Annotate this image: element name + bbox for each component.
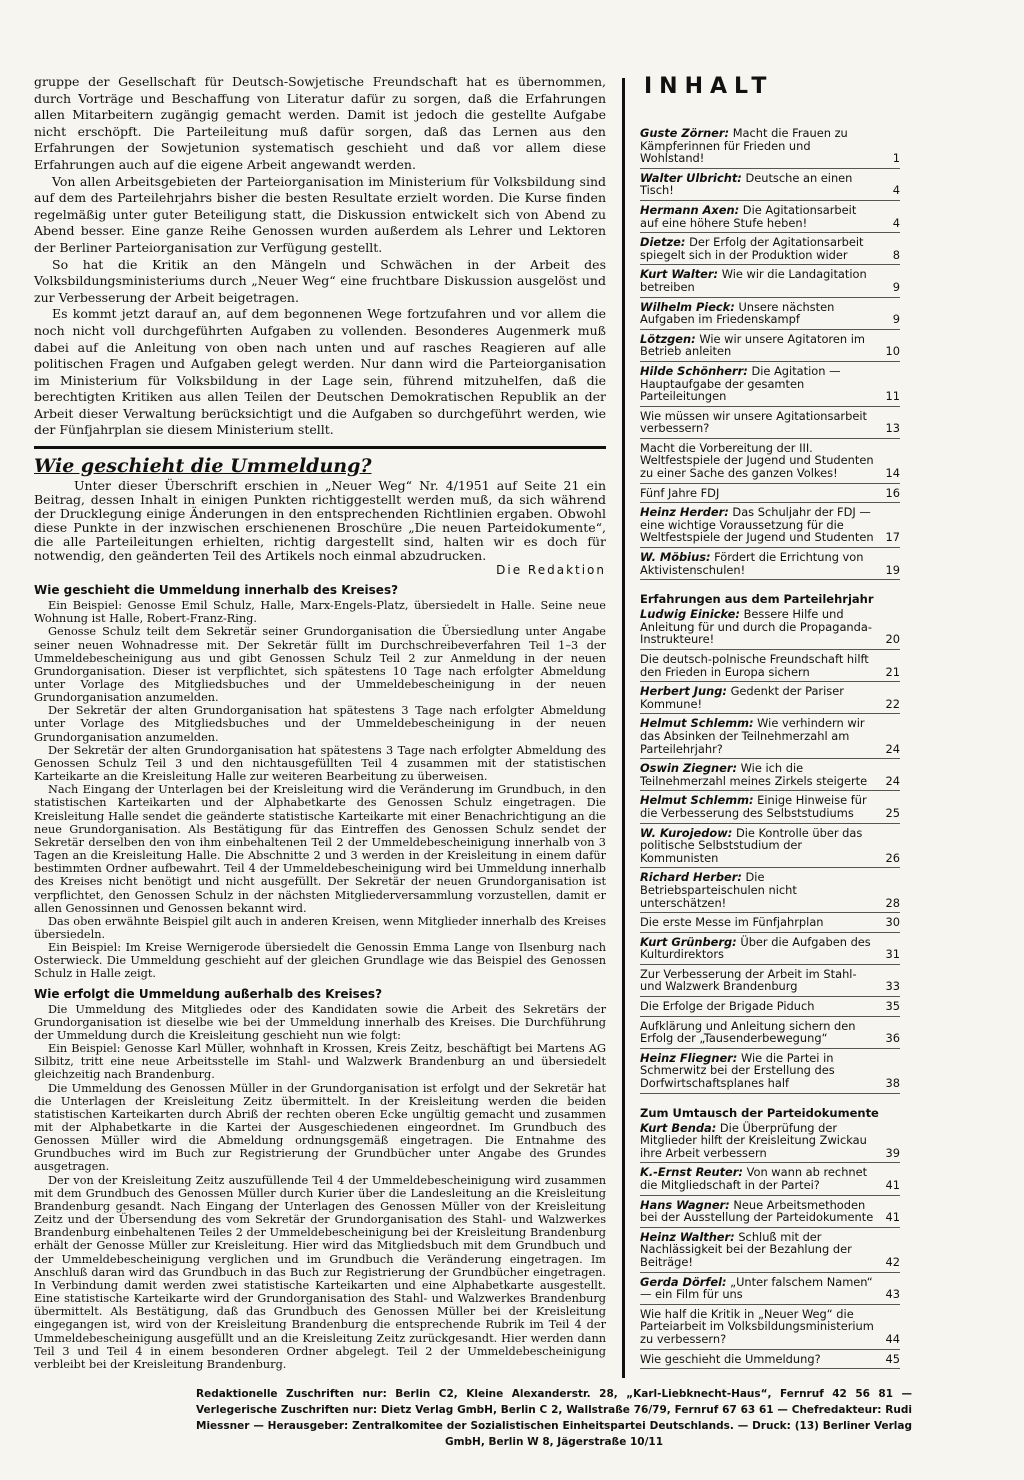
toc-author: Ludwig Einicke:	[640, 607, 740, 622]
toc-title: Aufklärung und Anleitung sichern den Erfolg der „Tausenderbewegung“	[640, 1018, 856, 1046]
toc-title: Wie verhindern wir das Absinken der Teilnehmerzahl am Parteilehrjahr?	[640, 716, 865, 756]
toc-title: Macht die Frauen zu Kämpferinnen für Frieden und Wohlstand!	[640, 126, 848, 166]
toc-title: Wie wir die Landagitation betreiben	[640, 267, 867, 294]
article-title: Wie geschieht die Ummeldung?	[34, 455, 372, 478]
toc-section-list	[640, 608, 900, 1093]
toc-page-number: 26	[885, 850, 900, 865]
paragraph: Ein Beispiel: Im Kreise Wernigerode übersiedelt die Genossin Emma Lange von Ilsenburg nach Osterwieck. Die Ummeldung geschieht auf der gleichen Grundlage wie das Beispiel des Genossen Schulz in Halle zeigt.	[34, 941, 606, 981]
toc-entry	[640, 968, 900, 997]
toc-title: Die Kontrolle über das politische Selbststudium der Kommunisten	[640, 825, 863, 865]
toc-entry	[640, 127, 900, 169]
toc-page-number: 41	[885, 1178, 900, 1192]
toc-author: Kurt Grünberg:	[640, 934, 737, 949]
toc-section-heading: Zum Umtausch der Parteidokumente	[640, 1105, 879, 1120]
toc-heading: INHALT	[644, 74, 774, 99]
toc-entry	[640, 1166, 900, 1195]
imprint-text: Redaktionelle Zuschriften nur: Berlin C2, Kleine Alexanderstr. 28, „Karl-Liebknecht-Haus“, Fernruf 42 56 81 — Verlegerische Zuschriften nur: Dietz Verlag GmbH, Berlin C 2, Wallstraße 76/79, Fernruf 67 63 61 — Chefredakteur: Rudi Miessner — Herausgeber: Zentralkomitee der Sozialistischen Einheitspartei Deutschlands. — Druck: (13) Berliner Verlag GmbH, Berlin W 8, Jägerstraße 10/11	[196, 1388, 912, 1448]
toc-author: Heinz Fliegner:	[640, 1050, 738, 1065]
toc-page-number: 13	[885, 421, 900, 436]
toc-entry	[640, 1308, 900, 1350]
toc-entry	[640, 1276, 900, 1305]
imprint-footer	[196, 1386, 912, 1450]
toc-title: Wie ich die Teilnehmerzahl meines Zirkels steigerte	[640, 761, 868, 788]
paragraph: Nach Eingang der Unterlagen bei der Kreisleitung wird die Veränderung im Grundbuch, in den statistischen Karteikarten und der Alphabetkarte des Genossen Schulz eingetragen. Die Kreisleitung Halle sendet die geänderte statistische Karteikarte mit einer Benachrichtigung an die neue Grundorganisation. Als Bestätigung für das Eintreffen des Genossen Schulz sendet der Sekretär derselben den von ihm einbehaltenen Teil 2 der Ummeldebescheinigung innerhalb von 3 Tagen an die Kreisleitung Halle. Die Abschnitte 2 und 3 werden in der Kreisleitung in einem dafür bestimmten Ordner aufbewahrt. Teil 4 der Ummeldebescheinigung wird bei Ummeldung innerhalb des Kreises nicht benötigt und nicht ausgefüllt. Der Sekretär der neuen Grundorganisation ist verpflichtet, den Genossen Schulz in der nächsten Mitgliederversammlung vorzustellen, damit er allen Genossinnen und Genossen bekannt wird.	[34, 783, 606, 915]
toc-title: Fünf Jahre FDJ	[640, 485, 720, 500]
toc-page-number: 44	[885, 1331, 900, 1346]
toc-entry	[640, 1000, 900, 1017]
toc-entry	[640, 794, 900, 823]
toc-author: Guste Zörner:	[640, 126, 730, 140]
toc-page-number: 36	[885, 1031, 900, 1046]
toc-page-number: 24	[885, 773, 900, 788]
toc-title: Bessere Hilfe und Anleitung für und durch die Propaganda-Instrukteure!	[640, 607, 872, 647]
toc-page-number: 17	[885, 530, 900, 545]
toc-title: Gedenkt der Pariser Kommune!	[640, 684, 844, 711]
toc-entry	[640, 685, 900, 714]
toc-entry	[640, 333, 900, 362]
toc-title: Neue Arbeitsmethoden bei der Ausstellung der Parteidokumente	[640, 1197, 874, 1225]
toc-entry	[640, 410, 900, 439]
toc-author: Hans Wagner:	[640, 1197, 730, 1212]
column-rule	[622, 78, 625, 1378]
toc-page-number: 35	[885, 999, 900, 1014]
paragraph: Die Ummeldung des Mitgliedes oder des Kandidaten sowie die Arbeit des Sekretärs der Grundorganisation ist dieselbe wie bei der Ummeldung innerhalb des Kreises. Die Durchführung der Ummeldung durch die Kreisleitung geschieht nun wie folgt:	[34, 1002, 606, 1042]
toc-entry	[640, 1052, 900, 1094]
toc-page-number: 1	[892, 151, 900, 166]
toc-page-number: 24	[885, 741, 900, 756]
toc-page-number: 8	[892, 247, 900, 262]
toc-author: Hermann Axen:	[640, 202, 740, 217]
toc-title: „Unter falschem Namen“ — ein Film für uns	[640, 1274, 873, 1302]
main-column	[34, 74, 606, 1371]
toc-entry	[640, 1020, 900, 1049]
toc-author: Lötzgen:	[640, 331, 696, 346]
toc-entry	[640, 1199, 900, 1228]
toc-entry	[640, 551, 900, 580]
toc-author: Richard Herber:	[640, 870, 742, 885]
toc-title: Fördert die Errichtung von Aktivistenschulen!	[640, 550, 864, 577]
toc-entry	[640, 236, 900, 265]
toc-author: K.-Ernst Reuter:	[640, 1165, 743, 1180]
toc-title: Einige Hinweise für die Verbesserung des Selbststudiums	[640, 793, 867, 820]
toc-page-number: 45	[885, 1351, 900, 1366]
subheading-innerhalb: Wie geschieht die Ummeldung innerhalb des Kreises?	[34, 583, 399, 598]
paragraph: Es kommt jetzt darauf an, auf dem begonnenen Wege fortzufahren und vor allem die noch nicht voll durchgeführten Aufgaben zu vollenden. Besonderes Augenmerk muß dabei auf die Anleitung von oben nach unten und auf rasches Reagieren auf alle politischen Fragen und Aufgaben gelegt werden. Nur dann wird die Parteiorganisation im Ministerium für Volksbildung in der Lage sein, führend mitzuhelfen, daß die berechtigten Kritiken aus allen Teilen der Deutschen Demokratischen Republik an der Arbeit dieser Verwaltung berücksichtigt und die Aufgaben so durchgeführt werden, wie der Fünfjahrplan sie diesem Ministerium stellt.	[34, 306, 606, 438]
toc-title: Wie half die Kritik in „Neuer Weg“ die Parteiarbeit im Volksbildungsministerium zu verbessern?	[640, 1306, 874, 1346]
toc-title: Deutsche an einen Tisch!	[640, 170, 853, 198]
toc-title: Die Agitation — Hauptaufgabe der gesamten Parteileitungen	[640, 363, 841, 404]
toc-title: Macht die Vorbereitung der III. Weltfestspiele der Jugend und Studenten zu einer Sache des ganzen Volkes!	[640, 440, 874, 481]
toc-page-number: 25	[885, 805, 900, 820]
toc-entry	[640, 827, 900, 869]
toc-page-number: 22	[885, 696, 900, 711]
toc-entry	[640, 653, 900, 682]
toc-author: Hilde Schönherr:	[640, 363, 748, 378]
toc-author: Walter Ulbricht:	[640, 170, 742, 185]
toc-author: Oswin Ziegner:	[640, 761, 738, 776]
paragraph: Genosse Schulz teilt dem Sekretär seiner Grundorganisation die Übersiedlung unter Angabe seiner neuen Wohnadresse mit. Der Sekretär füllt im Durchschreibeverfahren Teil 1–3 der Ummeldebescheinigung aus und gibt Genossen Schulz Teil 2 zur Anmeldung in der neuen Grundorganisation. Dieser ist verpflichtet, sich spätestens 10 Tage nach erfolgter Abmeldung unter Vorlage des Mitgliedsbuches und der Ummeldebescheinigung in der neuen Grundorganisation anzumelden.	[34, 625, 606, 705]
toc-author: Gerda Dörfel:	[640, 1274, 727, 1289]
toc-title: Die Überprüfung der Mitglieder hilft der Kreisleitung Zwickau ihre Arbeit verbessern	[640, 1120, 867, 1160]
toc-section-list	[640, 1122, 900, 1370]
toc-title: Wie geschieht die Ummeldung?	[640, 1351, 821, 1366]
section-divider	[34, 446, 606, 449]
paragraph: Ein Beispiel: Genosse Emil Schulz, Halle, Marx-Engels-Platz, übersiedelt in Halle. Seine neue Wohnung ist Halle, Robert-Franz-Ring.	[34, 599, 606, 626]
toc-title: Die Betriebsparteischulen nicht unterschätzen!	[640, 870, 797, 910]
toc-entry	[640, 268, 900, 297]
toc-page-number: 30	[885, 915, 900, 930]
toc-title: Von wann ab rechnet die Mitgliedschaft in der Partei?	[640, 1165, 868, 1192]
toc-page-number: 16	[885, 485, 900, 500]
toc-page-number: 28	[885, 895, 900, 910]
toc-author: Dietze:	[640, 235, 686, 250]
toc-page-number: 11	[885, 389, 900, 404]
toc-author: Kurt Walter:	[640, 267, 719, 282]
toc-entry	[640, 172, 900, 201]
toc-title: Die Erfolge der Brigade Piduch	[640, 999, 815, 1014]
toc-page-number: 10	[885, 344, 900, 359]
paragraph: Das oben erwähnte Beispiel gilt auch in anderen Kreisen, wenn Mitglieder innerhalb des Kreises übersiedeln.	[34, 914, 606, 941]
paragraph: So hat die Kritik an den Mängeln und Schwächen in der Arbeit des Volksbildungsministeriums durch „Neuer Weg“ eine fruchtbare Diskussion ausgelöst und zur Verbesserung der Arbeit beigetragen.	[34, 256, 606, 305]
toc-entry	[640, 1231, 900, 1273]
toc-entry	[640, 301, 900, 330]
toc-title: Die erste Messe im Fünfjahrplan	[640, 915, 824, 930]
toc-section-heading: Erfahrungen aus dem Parteilehrjahr	[640, 592, 874, 607]
toc-author: Kurt Benda:	[640, 1120, 717, 1135]
toc-author: Heinz Walther:	[640, 1229, 735, 1244]
toc-page-number: 4	[892, 183, 900, 198]
paragraph: Der Sekretär der alten Grundorganisation hat spätestens 3 Tage nach erfolgter Abmeldung unter Vorlage des Mitgliedsbuches und der Ummeldebescheinigung in der neuen Grundorganisation anzumelden.	[34, 704, 606, 744]
toc-entry	[640, 608, 900, 650]
paragraph: gruppe der Gesellschaft für Deutsch-Sowjetische Freundschaft hat es übernommen, durch Vorträge und Beschaffung von Literatur dafür zu sorgen, daß die Erfahrungen allen Mitarbeitern zugängig gemacht werden. Damit ist jedoch die gestellte Aufgabe nicht erschöpft. Die Parteileitung muß dafür sorgen, daß das Lernen aus den Erfahrungen der Sowjetunion systematisch geschieht und daß vor allem diese Erfahrungen auch auf die eigene Arbeit angewandt werden.	[34, 74, 606, 172]
toc-title: Die Agitationsarbeit auf eine höhere Stufe heben!	[640, 202, 857, 230]
article-intro: Unter dieser Überschrift erschien in „Neuer Weg“ Nr. 4/1951 auf Seite 21 ein Beitrag, dessen Inhalt in einigen Punkten richtiggestellt werden muß, da sich während der Drucklegung einige Änderungen in den entsprechenden Richtlinien ergaben. Obwohl diese Punkte in der inzwischen erschienenen Broschüre „Die neuen Parteidokumente“, die alle Parteileitungen erhielten, richtig dargestellt sind, halten wir es doch für notwendig, den geänderten Teil des Artikels noch einmal abzudrucken.	[34, 478, 606, 564]
toc-title: Schluß mit der Nachlässigkeit bei der Bezahlung der Beiträge!	[640, 1229, 852, 1269]
toc-title: Die deutsch-polnische Freundschaft hilft den Frieden in Europa sichern	[640, 652, 869, 679]
toc-author: W. Kurojedow:	[640, 825, 733, 840]
toc-title: Unsere nächsten Aufgaben im Friedenskampf	[640, 299, 835, 327]
toc-author: Heinz Herder:	[640, 505, 729, 520]
toc-author: Wilhelm Pieck:	[640, 299, 735, 314]
toc-page-number: 42	[885, 1254, 900, 1269]
toc-entry	[640, 487, 900, 504]
toc-entry	[640, 717, 900, 759]
paragraph: Ein Beispiel: Genosse Karl Müller, wohnhaft in Krossen, Kreis Zeitz, beschäftigt bei Martens AG Silbitz, tritt eine neue Arbeitsstelle im Stahl- und Walzwerk Brandenburg an und übersiedelt gleichzeitig nach Brandenburg.	[34, 1042, 606, 1082]
paragraph: Die Ummeldung des Genossen Müller in der Grundorganisation ist erfolgt und der Sekretär hat die Unterlagen der Kreisleitung Zeitz übermittelt. In der Kreisleitung werden die beiden statistischen Karteikarten durch Abriß der rechten oberen Ecke ungültig gemacht und zusammen mit der Alphabetkarte in die Kartei der Ausgeschiedenen eingeordnet. Im Grundbuch des Genossen Müller wird die Abmeldung ordnungsgemäß eingetragen. Die Entnahme des Grundbuches wird im Buch zur Registrierung der Grundbücher unter Angabe des Grundes ausgetragen.	[34, 1081, 606, 1174]
toc-author: Helmut Schlemm:	[640, 793, 754, 808]
paragraph: Von allen Arbeitsgebieten der Parteiorganisation im Ministerium für Volksbildung sind auf dem des Parteilehrjahrs bisher die besten Resultate erzielt worden. Die Kurse finden regelmäßig unter guter Beteiligung statt, die Diskussion entwickelt sich von Abend zu Abend besser. Eine ganze Reihe Genossen wurden außerdem als Lehrer und Lektoren der Berliner Parteiorganisation zur Verfügung gestellt.	[34, 173, 606, 255]
paragraph: Der Sekretär der alten Grundorganisation hat spätestens 3 Tage nach erfolgter Abmeldung des Genossen Schulz Teil 3 und den nichtausgefüllten Teil 4 zusammen mit der statistischen Karteikarte an die Kreisleitung Halle zur weiteren Bearbeitung zu überweisen.	[34, 743, 606, 784]
toc-entry	[640, 871, 900, 913]
toc-page-number: 38	[885, 1076, 900, 1091]
paragraph: Der von der Kreisleitung Zeitz auszufüllende Teil 4 der Ummeldebescheinigung wird zusammen mit dem Grundbuch des Genossen Müller durch Kurier über die Landesleitung an die Kreisleitung Brandenburg gesandt. Nach Eingang der Unterlagen des Genossen Müller von der Kreisleitung Zeitz und der Übersendung des vom Sekretär der Grundorganisation des Stahl- und Walzwerkes Brandenburg einbehaltenen Teiles 2 der Ummeldebescheinigung bei der Kreisleitung Brandenburg erhält der Genosse Müller zur Kreisleitung. Hier wird das Mitgliedsbuch mit dem Grundbuch und der Ummeldebescheinigung verglichen und im Grundbuch die Veränderung eingetragen. Im Anschluß daran wird das Grundbuch in das Buch zur Registrierung der Grundbücher eingetragen. In Verbindung damit werden zwei statistische Karteikarten und eine Alphabetkarte ausgestellt. Eine statistische Karteikarte wird der Grundorganisation des Stahl- und Walzwerkes Brandenburg übermittelt. Als Bestätigung, daß das Grundbuch des Genossen Müller bei der Kreisleitung eingegangen ist, wird von der Kreisleitung Brandenburg die entsprechende Rubrik im Teil 4 der Ummeldebescheinigung ausgefüllt und an die Kreisleitung Zeitz zurückgesandt. Hier werden dann Teil 3 und Teil 4 in einem besonderen Ordner abgelegt. Teil 2 der Ummeldebescheinigung verbleibt bei der Kreisleitung Brandenburg.	[34, 1173, 606, 1371]
toc-page-number: 14	[885, 466, 900, 481]
toc-page-number: 9	[892, 279, 900, 294]
toc-entry	[640, 442, 900, 484]
toc-title: Das Schuljahr der FDJ — eine wichtige Voraussetzung für die Weltfestspiele der Jugend und Studenten	[640, 505, 874, 545]
toc-author: Herbert Jung:	[640, 684, 727, 699]
toc-main-list	[640, 127, 900, 580]
toc-entry	[640, 1122, 900, 1164]
toc-page-number: 20	[885, 632, 900, 647]
toc-entry	[640, 506, 900, 548]
toc-entry	[640, 1353, 900, 1370]
toc-title: Der Erfolg der Agitationsarbeit spiegelt sich in der Produktion wider	[640, 235, 864, 262]
editor-signature: Die Redaktion	[496, 563, 606, 578]
toc-page-number: 31	[885, 947, 900, 962]
toc-entry	[640, 365, 900, 407]
toc-title: Wie die Partei in Schmerwitz bei der Erstellung des Dorfwirtschaftsplanes half	[640, 1050, 835, 1091]
subheading-ausserhalb: Wie erfolgt die Ummeldung außerhalb des Kreises?	[34, 986, 383, 1001]
toc-author: W. Möbius:	[640, 550, 711, 565]
toc-entry	[640, 762, 900, 791]
toc-entry	[640, 916, 900, 933]
toc-entry	[640, 204, 900, 233]
toc-page-number: 4	[892, 215, 900, 230]
toc-author: Helmut Schlemm:	[640, 716, 754, 731]
toc-page-number: 33	[885, 979, 900, 994]
toc-page-number: 41	[885, 1210, 900, 1225]
table-of-contents	[640, 74, 900, 1372]
toc-title: Zur Verbesserung der Arbeit im Stahl- und Walzwerk Brandenburg	[640, 966, 857, 994]
toc-page-number: 9	[892, 312, 900, 327]
toc-page-number: 39	[885, 1145, 900, 1160]
toc-title: Wie wir unsere Agitatoren im Betrieb anleiten	[640, 331, 865, 359]
toc-entry	[640, 936, 900, 965]
toc-page-number: 21	[885, 664, 900, 679]
toc-title: Wie müssen wir unsere Agitationsarbeit verbessern?	[640, 408, 867, 436]
toc-page-number: 19	[885, 562, 900, 577]
toc-page-number: 43	[885, 1287, 900, 1302]
toc-title: Über die Aufgaben des Kulturdirektors	[640, 934, 871, 962]
